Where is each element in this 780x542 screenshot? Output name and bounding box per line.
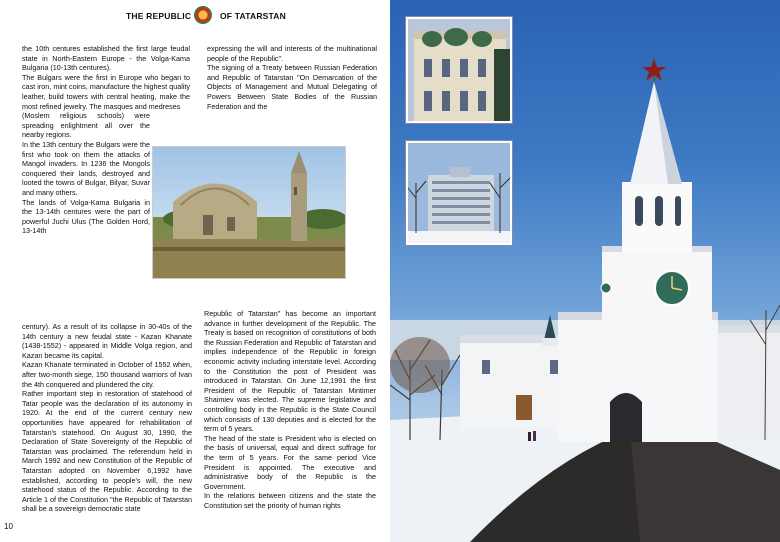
paragraph: In the 13th century the Bulgars were the first who took on them the attacks of Mangol invaders. In 1236 the Mongols conquered their lands, destroyed and looted the towns of Bulgar, Bilyar, Suvar and many others. (22, 139, 150, 197)
paragraph: The Bulgars were the first in Europe who began to cast iron, mint coins, manufacture the highest quality leather, build towers with central heating, make the most refined jewelry. The masques and medreses (22, 72, 190, 111)
theatre-illustration (408, 19, 510, 121)
paragraph: The head of the state is President who is elected on the basis of universal, equal and direct suffrage for the term of 5 years. For the same period Vice President is appointed. The executive and administrative body of the Republic is the Government. (204, 433, 376, 491)
page-number: 10 (4, 522, 13, 531)
mausoleum-illustration (153, 147, 345, 278)
right-page-photo (390, 0, 780, 542)
paragraph: The signing of a Treaty between Russian Federation and Republic of Tatarstan "On Demarcation of the Objects of Management and Mutual Delegating of Powers Between State Bodies of the Russian Federation and the (207, 63, 377, 111)
header-title-left: THE REPUBLIC (126, 11, 192, 21)
tatarstan-emblem-icon (194, 6, 212, 24)
mausoleum-photo (152, 146, 346, 279)
paragraph: expressing the will and interests of the multinational people of the Republic". (207, 44, 377, 63)
government-building-illustration (408, 143, 510, 243)
paragraph: Republic of Tatarstan" has become an important advance in further development of the Republic. The Treaty is based on recognition of constitutions of both the Russian Federation and Republic of Tatarstan and implies independence of the Republic in foreign economic activity including interstate level. According to the Constitution the post of President was introduced in Tatarstan. On June 12,1991 the first President of the Republic of Tatarstan Mintimer Shaimiev was elected. The supreme legislative and controlling body in the Republic is the State Council which consists of 130 deputies and is elected for the term of 5 years. (204, 309, 376, 434)
page-header (96, 5, 316, 27)
government-building-photo (406, 141, 512, 245)
paragraph: Kazan Khanate terminated in October of 1552 when, after two-month siege, 150 thousand warriors of Ivan the 4th conquered and plundered the city. (22, 360, 192, 389)
paragraph: The lands of Volga-Kama Bulgaria in the 13-14th centures were the part of powerful Juchi Ulus (The Golden Hord, 13-14th (22, 197, 150, 236)
text-column-top-right (207, 44, 377, 111)
paragraph: century). As a result of its collapse in 30-40s of the 14th century a new feudal state - Kazan Khanate (1438-1552) - appeared in Middle Volga region, and Kazan became its capital. (22, 322, 192, 360)
paragraph: (Moslem religious schools) were spreading enlightment all over the nearby regions. (22, 111, 150, 140)
text-column-bottom-right (204, 309, 376, 510)
paragraph: In the relations between citizens and the state the Constitution set the priority of human rights (204, 491, 376, 510)
text-column-bottom-left (22, 322, 192, 514)
paragraph: the 10th centures established the first large feudal state in North-Eastern Europe - the Volga-Kama Bulgaria (10-13th centures). (22, 44, 190, 73)
paragraph: Rather important step in restoration of statehood of Tatar people was the declaration of its autonomy in 1920. At the end of the current century new opportunities have appeared for rehabilitation of Tatarstan's statehood. On August 30, 1990, the Declaration of State Sovereignty of the Republic of Tatarstan was proclaimed. The referendum held in March 1992 and new Constitution of the Republic of Tatarstan adopted on November 6,1992 have established, according to people's will, the new statehood status of the Republic. According to the Article 1 of the Constitution "the Republic of Tatarstan shall be a sovereign democratic state (22, 389, 192, 514)
theatre-photo (406, 17, 512, 123)
header-title-right: OF TATARSTAN (220, 11, 286, 21)
